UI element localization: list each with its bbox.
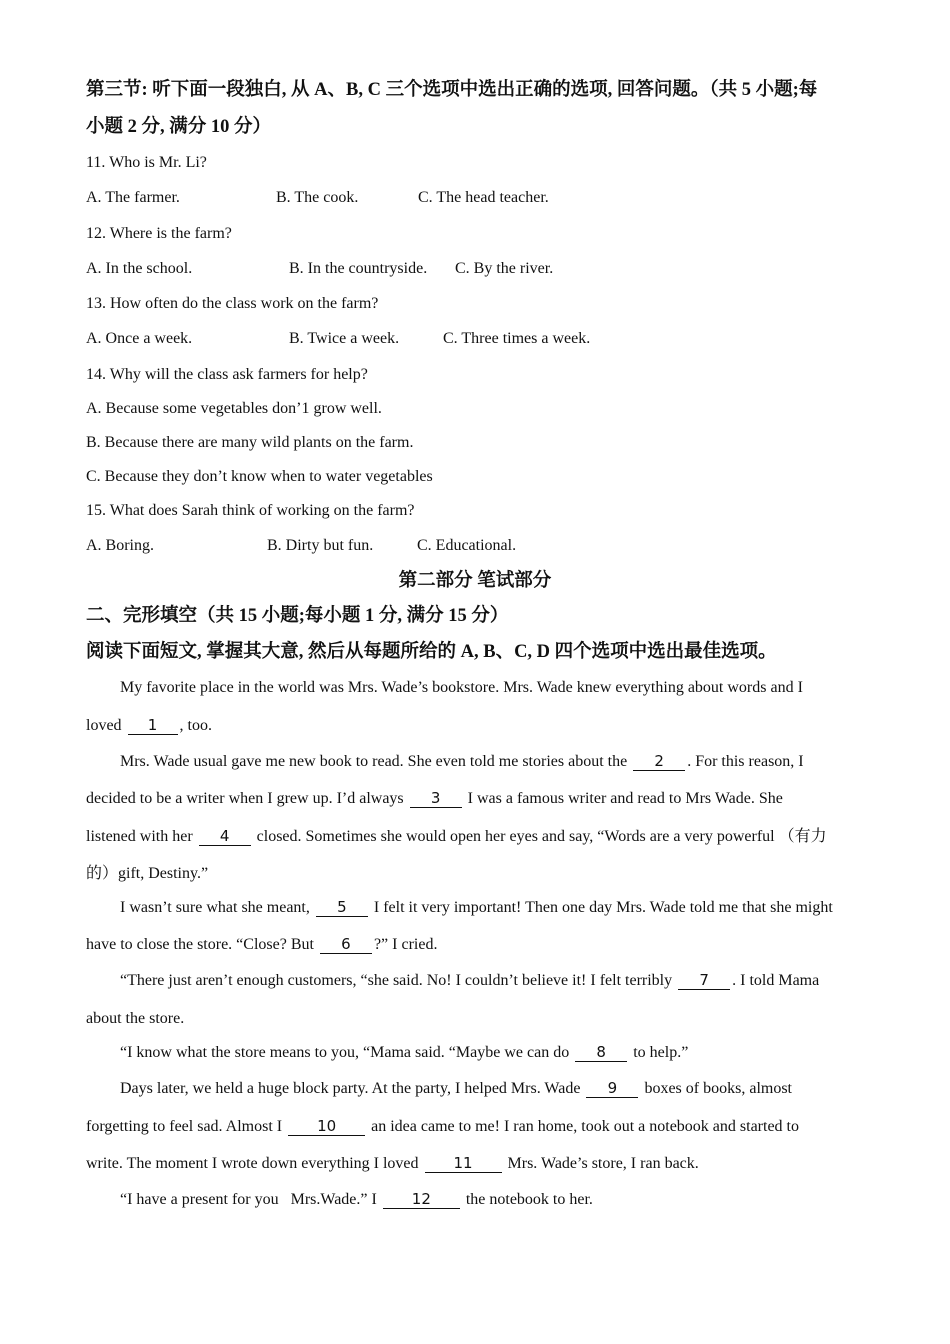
blank-3: 3 bbox=[410, 790, 462, 808]
passage-line bbox=[86, 827, 827, 847]
passage-line bbox=[120, 898, 833, 918]
passage-text: loved bbox=[86, 717, 122, 734]
q15-option-b: B. Dirty but fun. bbox=[267, 537, 374, 554]
question-11: 11. Who is Mr. Li? bbox=[86, 154, 207, 171]
q12-option-b: B. In the countryside. bbox=[289, 260, 428, 277]
passage-text: decided to be a writer when I grew up. I’d always bbox=[86, 790, 404, 807]
passage-line bbox=[120, 971, 819, 991]
q14-option-c: C. Because they don’t know when to water vegetables bbox=[86, 468, 433, 485]
passage-line bbox=[120, 1190, 593, 1210]
q11-option-c: C. The head teacher. bbox=[418, 189, 549, 206]
question-13: 13. How often do the class work on the farm? bbox=[86, 295, 379, 312]
cloze-section-heading: 二、完形填空（共 15 小题;每小题 1 分, 满分 15 分） bbox=[86, 606, 509, 626]
passage-line bbox=[86, 1117, 799, 1137]
passage-text: I wasn’t sure what she meant, bbox=[120, 899, 310, 916]
q11-option-a: A. The farmer. bbox=[86, 189, 180, 206]
q12-option-c: C. By the river. bbox=[455, 260, 554, 277]
passage-text: “I know what the store means to you, “Mama said. “Maybe we can do bbox=[120, 1044, 570, 1061]
passage-text: , too. bbox=[179, 717, 212, 734]
passage-text: ?” I cried. bbox=[373, 936, 438, 953]
blank-1: 1 bbox=[128, 717, 178, 735]
section3-heading: 第三节: 听下面一段独白, 从 A、B, C 三个选项中选出正确的选项, 回答问题。（共 5 小题;每 bbox=[86, 80, 818, 100]
passage-text: boxes of books, almost bbox=[644, 1080, 792, 1097]
passage-text: . I told Mama bbox=[732, 972, 820, 989]
passage-line bbox=[86, 935, 437, 955]
passage-line bbox=[86, 716, 212, 736]
passage-text: the notebook to her. bbox=[465, 1191, 593, 1208]
blank-10: 10 bbox=[288, 1118, 365, 1136]
passage-text: Mrs. Wade’s store, I ran back. bbox=[507, 1155, 699, 1172]
passage-line: My favorite place in the world was Mrs. Wade’s bookstore. Mrs. Wade knew everything about words and I bbox=[120, 679, 803, 696]
blank-12: 12 bbox=[383, 1191, 460, 1209]
q14-option-b: B. Because there are many wild plants on the farm. bbox=[86, 434, 414, 451]
blank-11: 11 bbox=[425, 1155, 502, 1173]
passage-text: I was a famous writer and read to Mrs Wade. She bbox=[467, 790, 783, 807]
blank-5: 5 bbox=[316, 899, 368, 917]
q15-option-c: C. Educational. bbox=[417, 537, 517, 554]
passage-line bbox=[120, 1079, 792, 1099]
q11-option-b: B. The cook. bbox=[276, 189, 359, 206]
passage-line: about the store. bbox=[86, 1010, 185, 1027]
blank-6: 6 bbox=[320, 936, 372, 954]
blank-4: 4 bbox=[199, 828, 251, 846]
q12-option-a: A. In the school. bbox=[86, 260, 193, 277]
passage-text: Mrs. Wade usual gave me new book to read. She even told me stories about the bbox=[120, 753, 628, 770]
passage-text: write. The moment I wrote down everything I loved bbox=[86, 1155, 419, 1172]
cloze-instruction: 阅读下面短文, 掌握其大意, 然后从每题所给的 A, B、C, D 四个选项中选出最佳选项。 bbox=[86, 642, 777, 662]
q13-option-a: A. Once a week. bbox=[86, 330, 193, 347]
passage-line bbox=[86, 789, 783, 809]
question-12: 12. Where is the farm? bbox=[86, 225, 232, 242]
passage-text: an idea came to me! I ran home, took out a notebook and started to bbox=[371, 1118, 799, 1135]
passage-text: listened with her bbox=[86, 828, 193, 845]
blank-9: 9 bbox=[586, 1080, 638, 1098]
passage-text: I felt it very important! Then one day Mrs. Wade told me that she might bbox=[373, 899, 833, 916]
passage-text: closed. Sometimes she would open her eyes and say, “Words are a very powerful （有力 bbox=[256, 828, 827, 845]
passage-text: . For this reason, I bbox=[687, 753, 804, 770]
q13-option-c: C. Three times a week. bbox=[443, 330, 591, 347]
blank-7: 7 bbox=[678, 972, 730, 990]
blank-2: 2 bbox=[633, 753, 685, 771]
passage-line bbox=[120, 752, 804, 772]
blank-8: 8 bbox=[575, 1044, 627, 1062]
q14-option-a: A. Because some vegetables don’1 grow well. bbox=[86, 400, 382, 417]
part2-title: 第二部分 笔试部分 bbox=[398, 571, 552, 591]
passage-line: 的）gift, Destiny.” bbox=[86, 865, 209, 882]
passage-text: forgetting to feel sad. Almost I bbox=[86, 1118, 283, 1135]
passage-text: “I have a present for you Mrs.Wade.” I bbox=[120, 1191, 377, 1208]
passage-text: “There just aren’t enough customers, “she said. No! I couldn’t believe it! I felt terribly bbox=[120, 972, 673, 989]
q13-option-b: B. Twice a week. bbox=[289, 330, 400, 347]
passage-line bbox=[86, 1154, 699, 1174]
question-15: 15. What does Sarah think of working on the farm? bbox=[86, 502, 415, 519]
question-14: 14. Why will the class ask farmers for help? bbox=[86, 366, 368, 383]
passage-text: to help.” bbox=[633, 1044, 689, 1061]
section3-heading-cont: 小题 2 分, 满分 10 分） bbox=[86, 117, 272, 137]
q15-option-a: A. Boring. bbox=[86, 537, 154, 554]
passage-text: have to close the store. “Close? But bbox=[86, 936, 314, 953]
passage-line bbox=[120, 1043, 688, 1063]
passage-text: Days later, we held a huge block party. At the party, I helped Mrs. Wade bbox=[120, 1080, 581, 1097]
